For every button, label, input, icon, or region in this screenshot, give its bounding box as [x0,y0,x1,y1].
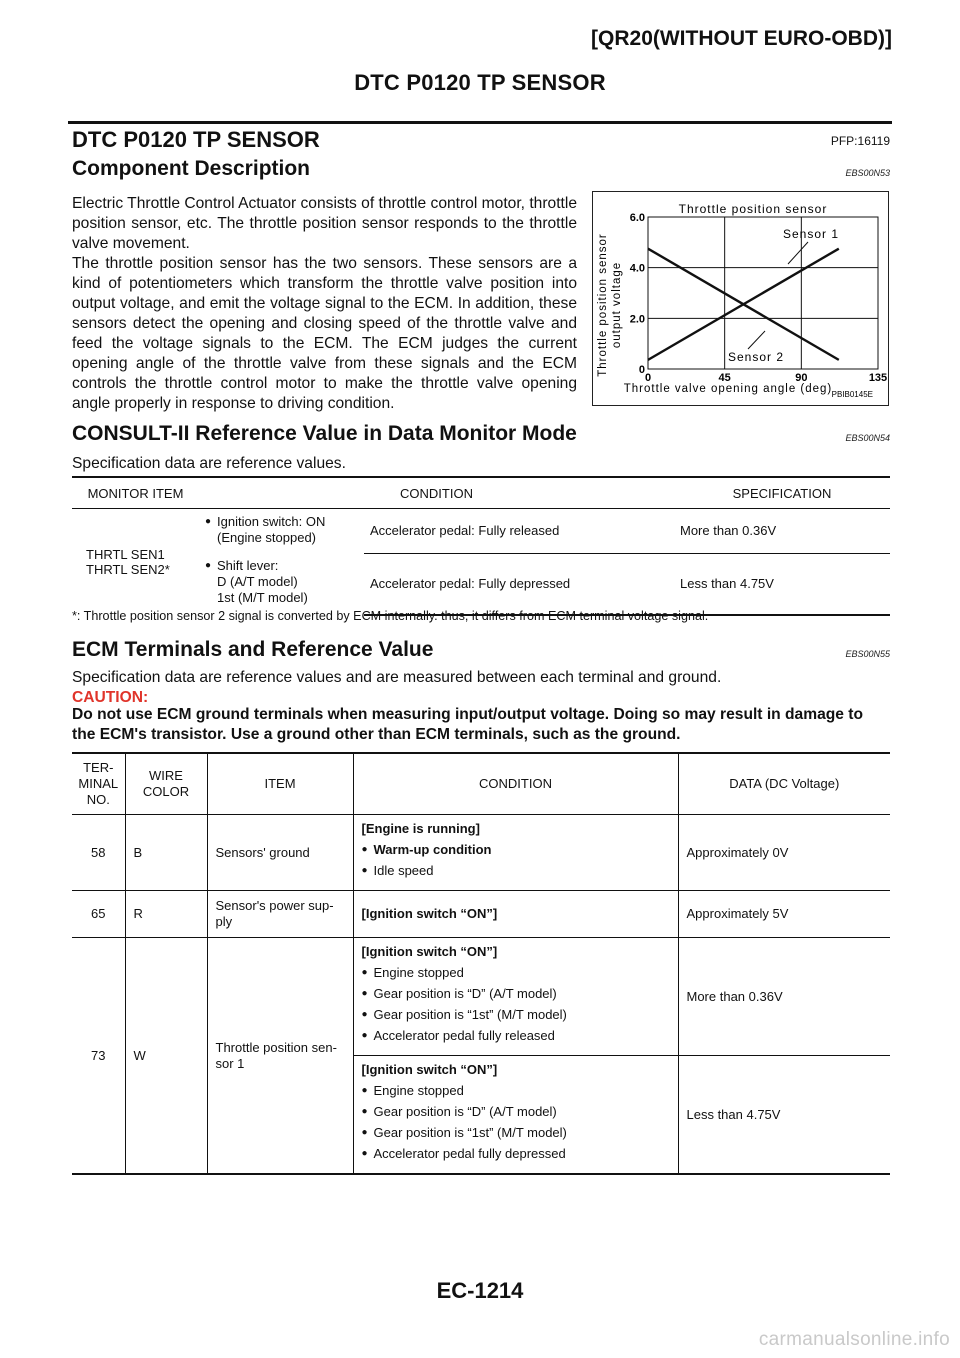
throttle-sensor-chart [593,192,888,405]
header-rule [68,121,892,124]
y-tick-label: 2.0 [629,313,645,326]
list-item: ● Accelerator pedal fully depressed [362,1146,670,1162]
watermark: carmanualsonline.info [758,1329,950,1350]
section-title: DTC P0120 TP SENSOR [72,127,320,152]
consult-heading: CONSULT-II Reference Value in Data Monitor Mode [72,422,577,445]
table-row [72,938,890,1056]
x-tick-label: 45 [718,372,731,384]
ecm-col-data: DATA (DC Voltage) [678,753,890,815]
chart-lines [648,249,839,360]
list-item: ● Accelerator pedal fully released [362,1028,670,1044]
monitor-item-1: THRTL SEN1 [86,547,165,562]
ecm-col-wire: WIRE COLOR [125,753,207,815]
data-73-released: More than 0.36V [678,938,890,1056]
sensor-2-leader [748,331,765,349]
data-65: Approximately 5V [678,891,890,938]
y-tick-label: 4.0 [629,262,645,275]
ecm-intro: Specification data are reference values and are measured between each terminal and ground. [72,669,722,686]
monitor-item-cell [72,509,199,616]
monitor-item-2: THRTL SEN2* [86,562,170,577]
chart-title: Throttle position sensor [678,202,828,216]
sensor-1-leader [788,242,808,264]
figure-code: PBIB0145E [831,390,873,399]
component-paragraph-2: The throttle position sensor has the two sensors. These sensors are a kind of potentiometers which transform the throttle valve position into output voltage, and emit the voltage signal to the ECM. In addition, these sensors detect the opening and closing speed of the throttle valve and feed the voltage signals to the ECM. The ECM judges the current opening angle of the throttle valve from these signals and the ECM controls the throttle control motor to make the throttle valve opening angle properly in response to driving condition. [72,255,577,412]
condition-73-depressed: [Ignition switch “ON”] ● Engine stopped ● Gear position is “D” (A/T model) ● Gear position is “1st” (M/T model) ● Accelerator pedal fully depressed [353,1056,678,1175]
ecm-heading: ECM Terminals and Reference Value [72,638,434,661]
caution-text: Do not use ECM ground terminals when measuring input/output voltage. Doing so may result in damage to the ECM's transistor. Use a ground other than ECM terminals, such as the ground. [72,706,864,743]
x-tick-label: 90 [795,372,808,384]
list-item: ● Idle speed [362,863,670,879]
item-58: Sensors' ground [207,815,353,891]
wire-65: R [125,891,207,938]
table-row [72,891,890,938]
throttle-sensor-figure [592,191,889,406]
item-65: Sensor's power sup- ply [207,891,353,938]
x-tick-label: 135 [868,372,888,384]
row2-condition: Accelerator pedal: Fully depressed [364,553,674,615]
row2-spec: Less than 4.75V [674,553,890,615]
page-header [0,70,960,96]
list-item: ● Gear position is “D” (A/T model) [362,1104,670,1120]
series-label-sensor-2: Sensor 2 [728,350,785,364]
pfp-code: PFP:16119 [830,134,890,148]
list-item: ● Engine stopped [362,1083,670,1099]
list-item: ● Shift lever: D (A/T model) 1st (M/T model) [205,558,358,606]
y-tick-label: 0 [638,364,645,376]
chart-xlabel: Throttle valve opening angle (deg) [623,383,833,395]
item-73: Throttle position sen- sor 1 [207,938,353,1175]
ecm-col-item: ITEM [207,753,353,815]
consult-header-row [72,477,890,509]
row1-spec: More than 0.36V [674,509,890,554]
condition-73-released: [Ignition switch “ON”] ● Engine stopped ● Gear position is “D” (A/T model) ● Gear position is “1st” (M/T model) ● Accelerator pedal fully released [353,938,678,1056]
condition-65: [Ignition switch “ON”] [353,891,678,938]
ecm-table [72,752,890,1175]
list-item: ● Gear position is “D” (A/T model) [362,986,670,1002]
terminal-73: 73 [72,938,125,1175]
wire-73: W [125,938,207,1175]
page-number: EC-1214 [436,1278,524,1303]
wire-58: B [125,815,207,891]
ecm-header-row [72,753,890,815]
list-item: ● Ignition switch: ON (Engine stopped) [205,514,358,546]
x-tick-label: 0 [644,372,652,384]
ecm-code: EBS00N55 [845,649,890,659]
consult-table [72,476,890,616]
ecm-col-terminal: TER- MINAL NO. [72,753,125,815]
row1-condition: Accelerator pedal: Fully released [364,509,674,554]
data-73-depressed: Less than 4.75V [678,1056,890,1175]
consult-col-spec: SPECIFICATION [674,477,890,509]
component-code: EBS00N53 [845,168,890,178]
consult-note: *: Throttle position sensor 2 signal is converted by ECM internally. thus, it differs from ECM terminal voltage signal. [72,609,709,623]
consult-col-monitor: MONITOR ITEM [72,477,199,509]
chart-ylabel-2: output voltage [611,261,623,349]
ignition-condition-cell [199,509,364,616]
caution-label: CAUTION: [72,689,149,706]
component-paragraph-1: Electric Throttle Control Actuator consists of throttle control motor, throttle position sensor, etc. The throttle position sensor responds to the throttle valve movement. [72,195,577,252]
chart-ylabel-1: Throttle position sensor [597,233,609,377]
terminal-65: 65 [72,891,125,938]
series-label-sensor-1: Sensor 1 [783,227,840,241]
consult-col-condition: CONDITION [199,477,674,509]
ecm-col-condition: CONDITION [353,753,678,815]
data-58: Approximately 0V [678,815,890,891]
list-item: ● Warm-up condition [362,842,670,858]
y-tick-label: 6.0 [629,212,645,224]
list-item: ● Gear position is “1st” (M/T model) [362,1125,670,1141]
table-row [72,509,890,554]
header-subtitle: [QR20(WITHOUT EURO-OBD)] [591,27,892,50]
terminal-58: 58 [72,815,125,891]
consult-code: EBS00N54 [845,433,890,443]
consult-intro: Specification data are reference values. [72,455,346,472]
table-row [72,815,890,891]
header-title: DTC P0120 TP SENSOR [354,70,606,95]
component-heading: Component Description [72,157,311,180]
condition-58: [Engine is running] ● Warm-up condition ● Idle speed [353,815,678,891]
list-item: ● Engine stopped [362,965,670,981]
list-item: ● Gear position is “1st” (M/T model) [362,1007,670,1023]
